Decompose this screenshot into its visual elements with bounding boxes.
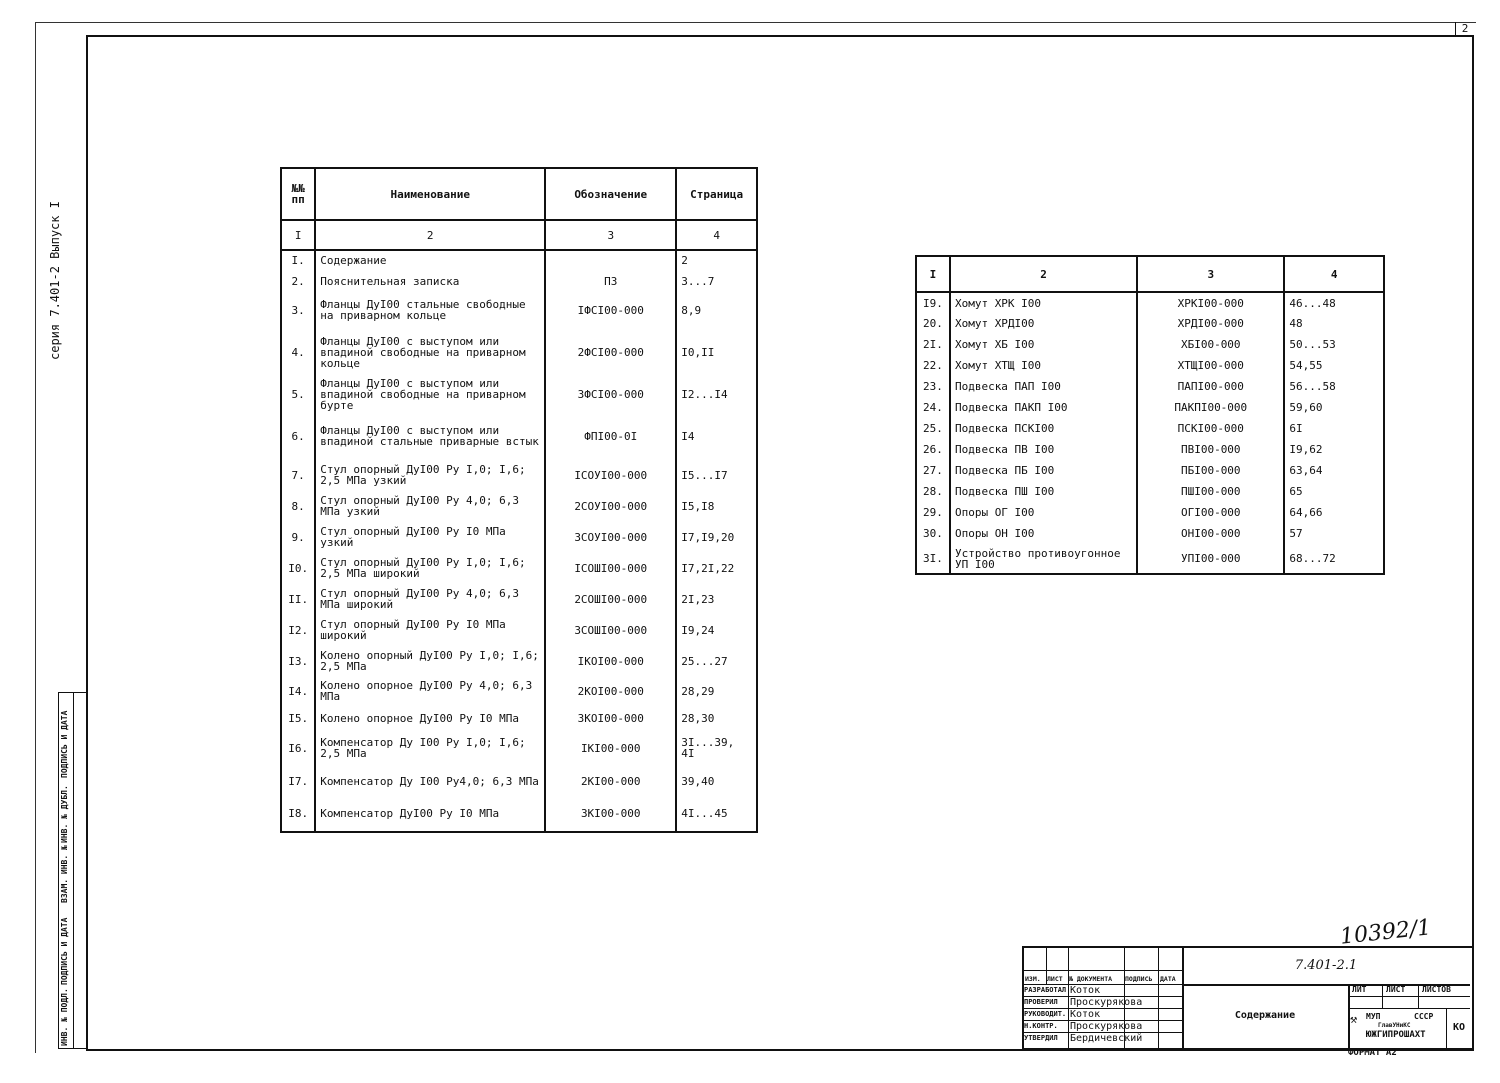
table-row	[916, 397, 1384, 418]
header-name: Наименование	[315, 168, 545, 220]
contents-table-left	[280, 167, 758, 833]
table-row	[916, 544, 1384, 574]
row-page: 65	[1284, 481, 1384, 502]
row-name: Опоры ОГ I00	[950, 502, 1137, 523]
row-name: Компенсатор Ду I00 Ру I,0; I,6; 2,5 МПа	[315, 730, 545, 766]
row-number: 4.	[281, 328, 315, 376]
row-page: I7,2I,22	[676, 552, 757, 584]
row-code: УПI00-000	[1137, 544, 1284, 574]
row-code: IСОШI00-000	[545, 552, 676, 584]
table-row	[281, 766, 757, 796]
document-code: 7.401-2.1	[1182, 948, 1470, 986]
table-row	[281, 614, 757, 646]
row-number: I2.	[281, 614, 315, 646]
row-number: I4.	[281, 676, 315, 706]
row-number: 8.	[281, 490, 315, 522]
row-number: 22.	[916, 355, 950, 376]
tb-person: Проскурякова	[1070, 1021, 1143, 1032]
table-row	[281, 328, 757, 376]
row-name: Фланцы ДуI00 стальные свободные на приварном кольце	[315, 292, 545, 328]
row-name: Фланцы ДуI00 с выступом или впадиной стальные приварные встык	[315, 412, 545, 460]
org-line: СССР	[1414, 1012, 1434, 1021]
row-name: Хомут ХРДI00	[950, 313, 1137, 334]
table-row	[916, 523, 1384, 544]
row-code: 2ФСI00-000	[545, 328, 676, 376]
tb-header: ДАТА	[1160, 975, 1176, 983]
table-row	[281, 796, 757, 832]
table-row	[281, 270, 757, 292]
row-number: 30.	[916, 523, 950, 544]
handwritten-number: 10392/1	[1338, 915, 1433, 950]
row-number: 20.	[916, 313, 950, 334]
tb-person: Проскурякова	[1070, 997, 1143, 1008]
row-name: Компенсатор ДуI00 Ру I0 МПа	[315, 796, 545, 832]
row-page: 54,55	[1284, 355, 1384, 376]
row-number: I8.	[281, 796, 315, 832]
row-number: 26.	[916, 439, 950, 460]
row-name: Подвеска ПВ I00	[950, 439, 1137, 460]
row-page: 63,64	[1284, 460, 1384, 481]
row-number: 7.	[281, 460, 315, 490]
table-row	[281, 250, 757, 270]
series-label: серия 7.401-2 Выпуск I	[48, 201, 62, 360]
column-number: 4	[1284, 256, 1384, 292]
column-number: 3	[545, 220, 676, 250]
table-row	[916, 355, 1384, 376]
row-name: Колено опорное ДуI00 Ру I0 МПа	[315, 706, 545, 730]
table-row	[281, 522, 757, 552]
row-code: ПШI00-000	[1137, 481, 1284, 502]
org-suffix: КО	[1446, 1008, 1471, 1048]
row-page: 59,60	[1284, 397, 1384, 418]
tb-role: РУКОВОДИТ.	[1024, 1010, 1067, 1018]
side-stamp-field: ИНВ. № ПОДЛ.	[60, 988, 69, 1046]
tb-person: Коток	[1070, 1009, 1101, 1020]
table-row	[281, 376, 757, 412]
column-number: I	[916, 256, 950, 292]
row-code: 3ФСI00-000	[545, 376, 676, 412]
row-code: 2СОШI00-000	[545, 584, 676, 614]
table-row	[916, 292, 1384, 313]
row-code: 3СОШI00-000	[545, 614, 676, 646]
row-number: I5.	[281, 706, 315, 730]
row-page: I0,II	[676, 328, 757, 376]
row-number: 25.	[916, 418, 950, 439]
table-row	[281, 412, 757, 460]
row-code: 2СОУI00-000	[545, 490, 676, 522]
row-page: 39,40	[676, 766, 757, 796]
tb-person: Бердичевский	[1070, 1033, 1143, 1044]
table-row	[281, 490, 757, 522]
table-row	[281, 706, 757, 730]
row-name: Стул опорный ДуI00 Ру I,0; I,6; 2,5 МПа широкий	[315, 552, 545, 584]
header-page: Страница	[676, 168, 757, 220]
row-name: Устройство противоугонное УП I00	[950, 544, 1137, 574]
row-code: 2КI00-000	[545, 766, 676, 796]
table-row	[916, 502, 1384, 523]
row-page: I9,24	[676, 614, 757, 646]
side-stamp-field: ПОДПИСЬ И ДАТА	[60, 710, 69, 778]
title-block	[1022, 946, 1474, 1050]
tb-role: УТВЕРДИЛ	[1024, 1034, 1058, 1042]
side-stamp-field: ВЗАМ. ИНВ. №	[60, 845, 69, 903]
row-code: ХРДI00-000	[1137, 313, 1284, 334]
tb-role: ПРОВЕРИЛ	[1024, 998, 1058, 1006]
row-number: 23.	[916, 376, 950, 397]
row-page: 28,29	[676, 676, 757, 706]
row-name: Опоры ОН I00	[950, 523, 1137, 544]
row-code: ОГI00-000	[1137, 502, 1284, 523]
stage-header: ЛИСТОВ	[1422, 985, 1451, 994]
row-number: I3.	[281, 646, 315, 676]
row-page: 4I...45	[676, 796, 757, 832]
row-number: 3I.	[916, 544, 950, 574]
table-row	[916, 418, 1384, 439]
table-row	[916, 481, 1384, 502]
row-name: Стул опорный ДуI00 Ру 4,0; 6,3 МПа узкий	[315, 490, 545, 522]
row-name: Стул опорный ДуI00 Ру I0 МПа широкий	[315, 614, 545, 646]
row-page: I9,62	[1284, 439, 1384, 460]
column-number: 4	[676, 220, 757, 250]
row-code: ХБI00-000	[1137, 334, 1284, 355]
org-line: МУП	[1366, 1012, 1381, 1021]
row-page: 46...48	[1284, 292, 1384, 313]
row-code: ФПI00-0I	[545, 412, 676, 460]
document-title: Содержание	[1182, 984, 1350, 1048]
table-row	[916, 334, 1384, 355]
row-number: I6.	[281, 730, 315, 766]
tb-role: Н.КОНТР.	[1024, 1022, 1058, 1030]
row-name: Подвеска ПБ I00	[950, 460, 1137, 481]
row-name: Фланцы ДуI00 с выступом или впадиной свободные на приварном кольце	[315, 328, 545, 376]
row-code	[545, 250, 676, 270]
row-number: II.	[281, 584, 315, 614]
row-page: 2I,23	[676, 584, 757, 614]
table-row	[916, 460, 1384, 481]
row-number: 6.	[281, 412, 315, 460]
row-page: 50...53	[1284, 334, 1384, 355]
row-number: I.	[281, 250, 315, 270]
table-row	[281, 646, 757, 676]
tb-header: ЛИСТ	[1047, 975, 1063, 983]
column-number: I	[281, 220, 315, 250]
row-page: I4	[676, 412, 757, 460]
table-row	[281, 460, 757, 490]
tb-header: ПОДПИСЬ	[1125, 975, 1153, 983]
row-code: ХРКI00-000	[1137, 292, 1284, 313]
title-block-stage	[1348, 984, 1470, 1048]
row-name: Стул опорный ДуI00 Ру I0 МПа узкий	[315, 522, 545, 552]
format-label: ФОРМАТ А2	[1348, 1048, 1397, 1058]
row-code: 3СОУI00-000	[545, 522, 676, 552]
row-name: Колено опорный ДуI00 Ру I,0; I,6; 2,5 МПа	[315, 646, 545, 676]
row-number: 3.	[281, 292, 315, 328]
tb-header: № ДОКУМЕНТА	[1069, 975, 1113, 983]
row-name: Подвеска ПСКI00	[950, 418, 1137, 439]
row-page: 57	[1284, 523, 1384, 544]
row-name: Хомут ХТЩ I00	[950, 355, 1137, 376]
row-name: Фланцы ДуI00 с выступом или впадиной свободные на приварном бурте	[315, 376, 545, 412]
table-row	[281, 292, 757, 328]
row-page: 6I	[1284, 418, 1384, 439]
row-page: 28,30	[676, 706, 757, 730]
row-code: ОНI00-000	[1137, 523, 1284, 544]
row-name: Компенсатор Ду I00 Ру4,0; 6,3 МПа	[315, 766, 545, 796]
row-code: ПАКПI00-000	[1137, 397, 1284, 418]
header-code: Обозначение	[545, 168, 676, 220]
row-page: I7,I9,20	[676, 522, 757, 552]
column-number: 2	[950, 256, 1137, 292]
row-name: Хомут ХБ I00	[950, 334, 1137, 355]
row-code: ПСКI00-000	[1137, 418, 1284, 439]
row-name: Стул опорный ДуI00 Ру I,0; I,6; 2,5 МПа узкий	[315, 460, 545, 490]
tb-header: ИЗМ.	[1025, 975, 1041, 983]
sheet-number: 2	[1455, 22, 1474, 36]
row-code: ПАПI00-000	[1137, 376, 1284, 397]
table-row	[281, 584, 757, 614]
column-number: 3	[1137, 256, 1284, 292]
tb-person: Коток	[1070, 985, 1101, 996]
row-page: 68...72	[1284, 544, 1384, 574]
table-row	[281, 552, 757, 584]
row-page: 8,9	[676, 292, 757, 328]
row-page: I5,I8	[676, 490, 757, 522]
row-name: Хомут ХРК I00	[950, 292, 1137, 313]
title-block-signatures	[1024, 948, 1184, 1048]
row-number: 29.	[916, 502, 950, 523]
row-code: ПЗ	[545, 270, 676, 292]
row-page: 56...58	[1284, 376, 1384, 397]
header-number: №№ пп	[281, 168, 315, 220]
row-name: Колено опорное ДуI00 Ру 4,0; 6,3 МПа	[315, 676, 545, 706]
tb-role: РАЗРАБОТАЛ	[1024, 986, 1067, 994]
stage-header: ЛИТ	[1352, 985, 1367, 994]
row-number: I9.	[916, 292, 950, 313]
row-page: 3I...39, 4I	[676, 730, 757, 766]
side-stamp-field: ПОДПИСЬ И ДАТА	[60, 917, 69, 985]
row-number: 9.	[281, 522, 315, 552]
row-code: ХТЩI00-000	[1137, 355, 1284, 376]
row-name: Подвеска ПШ I00	[950, 481, 1137, 502]
table-row	[916, 439, 1384, 460]
table-row	[281, 676, 757, 706]
row-page: I5...I7	[676, 460, 757, 490]
row-code: IСОУI00-000	[545, 460, 676, 490]
org-line: ГлавУНиКС	[1378, 1022, 1411, 1029]
row-code: IКОI00-000	[545, 646, 676, 676]
side-stamp-field: ИНВ. № ДУБЛ.	[60, 785, 69, 843]
row-page: 64,66	[1284, 502, 1384, 523]
row-name: Подвеска ПАКП I00	[950, 397, 1137, 418]
column-number: 2	[315, 220, 545, 250]
row-page: I2...I4	[676, 376, 757, 412]
row-page: 48	[1284, 313, 1384, 334]
row-name: Содержание	[315, 250, 545, 270]
row-number: 2I.	[916, 334, 950, 355]
table-row	[916, 313, 1384, 334]
row-number: I7.	[281, 766, 315, 796]
row-code: 3КОI00-000	[545, 706, 676, 730]
row-code: ПВI00-000	[1137, 439, 1284, 460]
table-row	[916, 376, 1384, 397]
row-code: 3КI00-000	[545, 796, 676, 832]
row-page: 3...7	[676, 270, 757, 292]
row-number: 28.	[916, 481, 950, 502]
row-number: 24.	[916, 397, 950, 418]
row-code: IФСI00-000	[545, 292, 676, 328]
row-code: IКI00-000	[545, 730, 676, 766]
row-page: 25...27	[676, 646, 757, 676]
contents-table-right	[915, 255, 1385, 575]
side-stamp	[58, 692, 87, 1049]
row-code: 2КОI00-000	[545, 676, 676, 706]
stage-header: ЛИСТ	[1386, 985, 1406, 994]
row-name: Пояснительная записка	[315, 270, 545, 292]
row-number: 27.	[916, 460, 950, 481]
row-page: 2	[676, 250, 757, 270]
row-name: Стул опорный ДуI00 Ру 4,0; 6,3 МПа широкий	[315, 584, 545, 614]
org-line: ЮЖГИПРОШАХТ	[1366, 1030, 1426, 1040]
table-row	[281, 730, 757, 766]
row-number: I0.	[281, 552, 315, 584]
org-logo-icon: ⚒	[1350, 1012, 1358, 1026]
row-name: Подвеска ПАП I00	[950, 376, 1137, 397]
row-code: ПБI00-000	[1137, 460, 1284, 481]
row-number: 5.	[281, 376, 315, 412]
row-number: 2.	[281, 270, 315, 292]
